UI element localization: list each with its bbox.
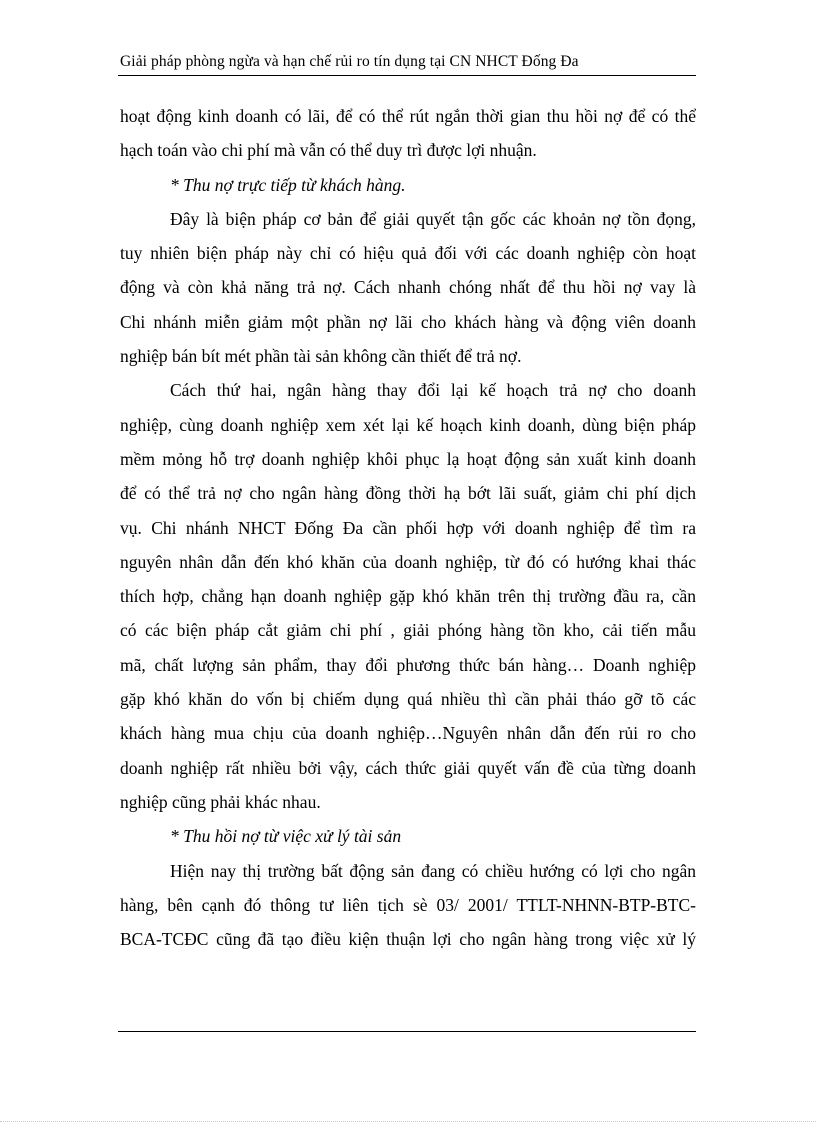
- text-line: Cách thứ hai, ngân hàng thay đổi lại kế hoạch trả nợ cho doanh: [170, 380, 696, 401]
- section-heading-asset-liquidation: * Thu hồi nợ từ việc xử lý tài sản: [170, 826, 402, 847]
- text-line: hàng, bên cạnh đó thông tư liên tịch sè 03/ 2001/ TTLT-NHNN-BTP-BTC-: [120, 894, 696, 915]
- text-line: nghiệp cũng phải khác nhau.: [120, 791, 321, 812]
- text-line: gặp khó khăn do vốn bị chiếm dụng quá nhiều thì cần phải tháo gỡ tõ các: [120, 689, 696, 710]
- text-line: thích hợp, chẳng hạn doanh nghiệp gặp khó khăn trên thị trường đầu ra, cần: [120, 586, 696, 607]
- footer-divider: [118, 1031, 696, 1032]
- text-line: khách hàng mua chịu của doanh nghiệp…Nguyên nhân dẫn đến rủi ro cho: [120, 723, 696, 744]
- text-line: vụ. Chi nhánh NHCT Đống Đa cần phối hợp với doanh nghiệp để tìm ra: [120, 517, 696, 538]
- text-line: mềm mỏng hỗ trợ doanh nghiệp khôi phục lạ hoạt động sản xuất kinh doanh: [120, 448, 696, 469]
- text-line: hoạt động kinh doanh có lãi, để có thể rút ngắn thời gian thu hồi nợ để có thể: [120, 106, 696, 126]
- text-line: BCA-TCĐC cũng đã tạo điều kiện thuận lợi cho ngân hàng trong việc xử lý: [120, 929, 696, 950]
- text-line: nghiệp bán bít mét phần tài sản không cần thiết để trả nợ.: [120, 346, 522, 367]
- header-divider: [118, 75, 696, 76]
- text-line: để có thể trả nợ cho ngân hàng đồng thời hạ bớt lãi suất, giảm chi phí dịch: [120, 483, 696, 504]
- text-line: Hiện nay thị trường bất động sản đang có chiều hướng có lợi cho ngân: [170, 860, 696, 881]
- page-bottom-edge: [0, 1121, 816, 1122]
- page-header-title: Giải pháp phòng ngừa và hạn chế rủi ro tín dụng tại CN NHCT Đống Đa: [120, 53, 579, 70]
- text-line: hạch toán vào chi phí mà vẫn có thể duy trì được lợi nhuận.: [120, 140, 537, 161]
- text-line: Đây là biện pháp cơ bản để giải quyết tận gốc các khoản nợ tồn đọng,: [170, 208, 696, 229]
- text-line: nghiệp, cùng doanh nghiệp xem xét lại kế hoạch kinh doanh, dùng biện pháp: [120, 414, 696, 435]
- text-line: tuy nhiên biện pháp này chỉ có hiệu quả đối với các doanh nghiệp còn hoạt: [120, 243, 696, 264]
- section-heading-direct-collection: * Thu nợ trực tiếp từ khách hàng.: [170, 174, 406, 195]
- text-line: nguyên nhân dẫn đến khó khăn của doanh nghiệp, từ đó có hướng khai thác: [120, 551, 696, 572]
- text-line: có các biện pháp cắt giảm chi phí , giải phóng hàng tồn kho, cải tiến mẫu: [120, 620, 696, 641]
- body-text: [120, 99, 696, 956]
- text-line: doanh nghiệp rất nhiều bởi vậy, cách thức giải quyết vấn đề của từng doanh: [120, 757, 696, 778]
- text-line: Chi nhánh miễn giảm một phần nợ lãi cho khách hàng và động viên doanh: [120, 311, 696, 332]
- text-line: mã, chất lượng sản phẩm, thay đổi phương thức bán hàng… Doanh nghiệp: [120, 654, 696, 675]
- text-line: động và còn khả năng trả nợ. Cách nhanh chóng nhất để thu hồi nợ vay là: [120, 277, 696, 298]
